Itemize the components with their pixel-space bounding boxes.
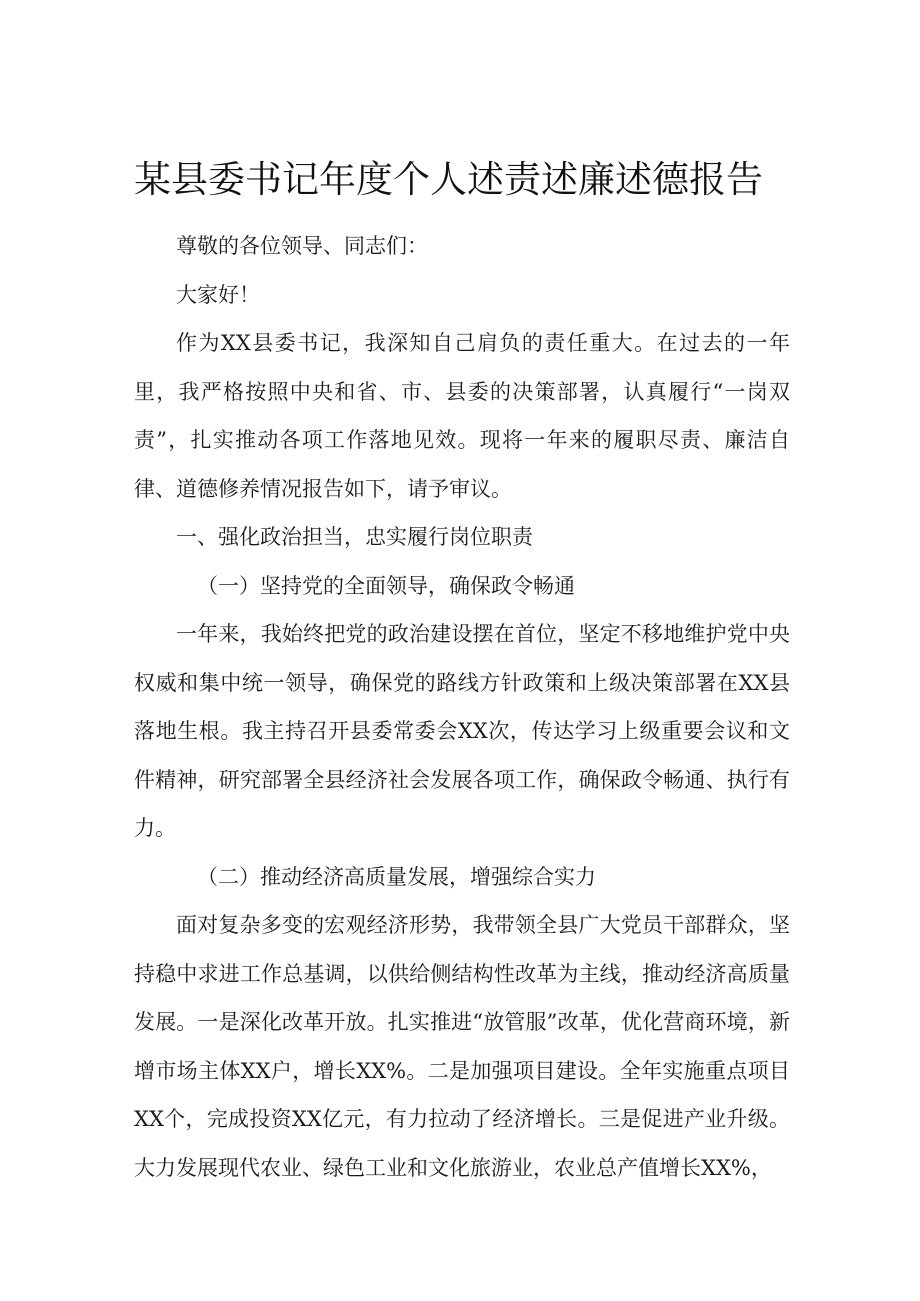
body-paragraph-2: 面对复杂多变的宏观经济形势，我带领全县广大党员干部群众，坚持稳中求进工作总基调，以供给侧结构性改革为主线，推动经济高质量发展。一是深化改革开放。扎实推进“放管服”改革，优化营商环境，新增市场主体XX户，增长XX%。二是加强项目建设。全年实施重点项目XX个，完成投资XX亿元，有力拉动了经济增长。三是促进产业升级。大力发展现代农业、绿色工业和文化旅游业，农业总产值增长XX%， [134, 913, 790, 1180]
greeting-paragraph: 尊敬的各位领导、同志们： [176, 234, 428, 258]
document-body [134, 222, 790, 1192]
document-title: 某县委书记年度个人述责述廉述德报告 [134, 158, 763, 201]
section-heading-1: 一、强化政治担当，忠实履行岗位职责 [176, 525, 533, 549]
subsection-heading-2: （二）推动经济高质量发展，增强综合实力 [197, 864, 596, 889]
intro-paragraph: 作为XX县委书记，我深知自己肩负的责任重大。在过去的一年里，我严格按照中央和省、市、县委的决策部署，认真履行“一岗双责”，扎实推动各项工作落地见效。现将一年来的履职尽责、廉洁自律、道德修养情况报告如下，请予审议。 [134, 331, 790, 501]
subsection-heading-1: （一）坚持党的全面领导，确保政令畅通 [197, 573, 575, 598]
hello-paragraph: 大家好！ [176, 282, 260, 307]
body-paragraph-1: 一年来，我始终把党的政治建设摆在首位，坚定不移地维护党中央权威和集中统一领导，确保党的路线方针政策和上级决策部署在XX县落地生根。我主持召开县委常委会XX次，传达学习上级重要会议和文件精神，研究部署全县经济社会发展各项工作，确保政令畅通、执行有力。 [134, 622, 790, 840]
